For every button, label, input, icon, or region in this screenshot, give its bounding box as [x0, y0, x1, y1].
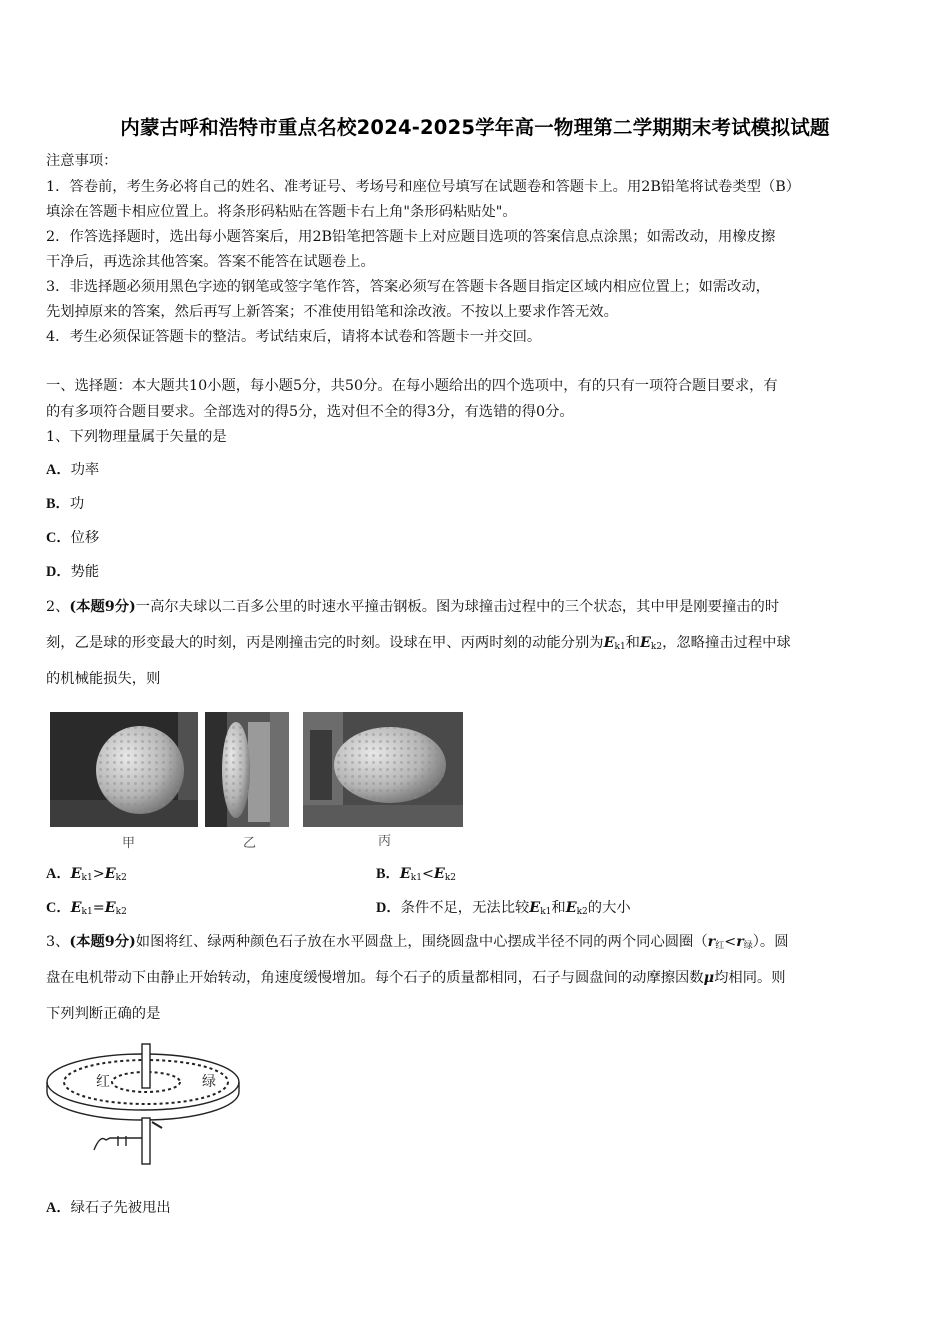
question-2-line2: 刻，乙是球的形变最大的时刻，丙是刚撞击完的时刻。设球在甲、丙两时刻的动能分别为$E_{k1}$和$E_{k2}$，忽略撞击过程中球	[46, 635, 791, 652]
notice-line: 干净后，再选涂其他答案。答案不能答在试题卷上。	[46, 254, 375, 270]
notice-line: 先划掉原来的答案，然后再写上新答案；不准使用铅笔和涂改液。不按以上要求作答无效。	[46, 304, 618, 320]
q3-option-a[interactable]: A．绿石子先被甩出	[46, 1200, 171, 1216]
notice-line: 4．考生必须保证答题卡的整洁。考试结束后，请将本试卷和答题卡一并交回。	[46, 329, 542, 345]
question-2-line3: 的机械能损失，则	[46, 671, 161, 687]
section-instruction: 一、选择题：本大题共10小题，每小题5分，共50分。在每小题给出的四个选项中，有的只有一项符合题目要求，有	[46, 378, 778, 394]
label-green: 绿	[202, 1074, 216, 1090]
q1-option-c[interactable]: C．位移	[46, 530, 100, 546]
q2-option-d[interactable]: D．条件不足，无法比较$E_{k1}$和$E_{k2}$的大小	[376, 900, 631, 917]
q1-option-b[interactable]: B．功	[46, 496, 85, 512]
shaft-bottom	[142, 1118, 150, 1164]
figure-label-yi: 乙	[243, 836, 257, 851]
notice-heading: 注意事项：	[46, 153, 118, 169]
q2-option-a[interactable]: A．$E_{k1}>E_{k2}$	[46, 866, 127, 883]
turntable-figure	[46, 1040, 256, 1170]
question-3-line2: 盘在电机带动下由静止开始转动，角速度缓慢增加。每个石子的质量都相同，石子与圆盘间的动摩擦因数μ均相同。则	[46, 970, 786, 986]
page-title: 内蒙古呼和浩特市重点名校2024-2025学年高一物理第二学期期末考试模拟试题	[120, 116, 830, 139]
frame-jia	[50, 712, 198, 827]
section-instruction: 的有多项符合题目要求。全部选对的得5分，选对但不全的得3分，有选错的得0分。	[46, 404, 574, 420]
figure-label-bing: 丙	[378, 834, 392, 849]
notice-line: 2．作答选择题时，选出每小题答案后，用2B铅笔把答题卡上对应题目选项的答案信息点涂黑；如需改动，用橡皮擦	[46, 229, 776, 245]
notice-line: 3．非选择题必须用黑色字迹的钢笔或签字笔作答，答案必须写在答题卡各题目指定区域内相应位置上；如需改动，	[46, 279, 770, 295]
q2-option-b[interactable]: B．$E_{k1}<E_{k2}$	[376, 866, 457, 883]
frame-yi	[205, 712, 289, 827]
label-red: 红	[96, 1074, 110, 1090]
figure-label-jia: 甲	[122, 836, 136, 851]
q1-option-a[interactable]: A．功率	[46, 462, 100, 478]
notice-line: 1．答卷前，考生务必将自己的姓名、准考证号、考场号和座位号填写在试题卷和答题卡上。用2B铅笔将试卷类型（B）	[46, 179, 801, 195]
shaft-top	[142, 1044, 150, 1088]
frame-bing	[303, 712, 463, 827]
question-3-line3: 下列判断正确的是	[46, 1006, 161, 1022]
q1-option-d[interactable]: D．势能	[46, 564, 100, 580]
question-3-line1: 3、(本题9分)如图将红、绿两种颜色石子放在水平圆盘上，围绕圆盘中心摆成半径不同的两个同心圆圈$(r_红<r_绿)$。圆	[46, 934, 789, 951]
question-2-line1: 2、(本题9分)一高尔夫球以二百多公里的时速水平撞击钢板。图为球撞击过程中的三个状态，其中甲是刚要撞击的时	[46, 599, 780, 615]
notice-line: 填涂在答题卡相应位置上。将条形码粘贴在答题卡右上角"条形码粘贴处"。	[46, 204, 517, 220]
q2-option-c[interactable]: C．$E_{k1}=E_{k2}$	[46, 900, 127, 917]
golf-ball-figure	[48, 710, 468, 850]
question-1-stem: 1、下列物理量属于矢量的是	[46, 429, 227, 445]
